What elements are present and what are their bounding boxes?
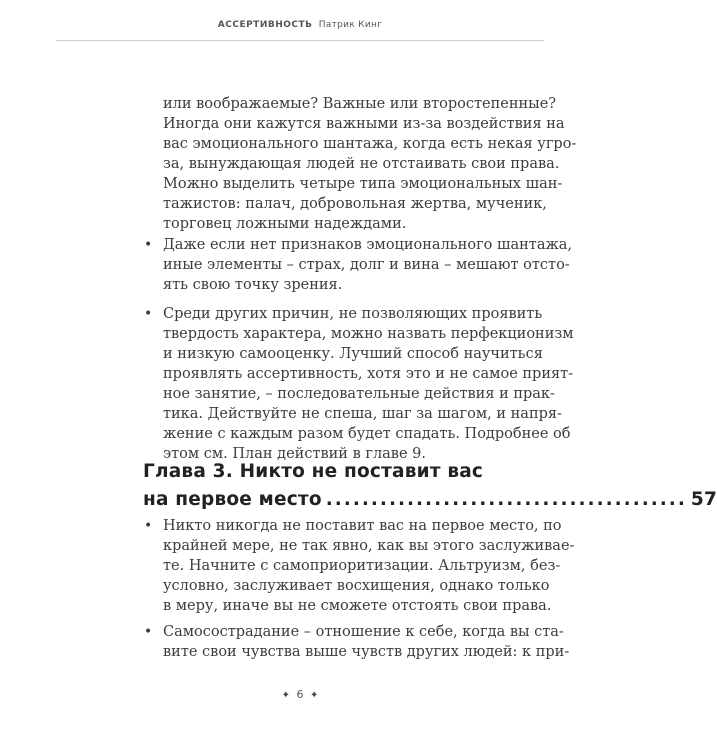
- text-line: за, вынуждающая людей не отстаивать свои права.: [163, 156, 560, 172]
- ornament-right-icon: ✦: [310, 690, 319, 701]
- chapter-title-line-2: [143, 486, 717, 514]
- text-line: вите свои чувства выше чувств других людей: к при-: [163, 644, 570, 660]
- chapter-heading: [143, 458, 717, 514]
- text-line: крайней мере, не так явно, как вы этого заслуживае-: [163, 538, 575, 554]
- text-line: торговец ложными надеждами.: [163, 216, 407, 232]
- page-number: 6: [296, 688, 304, 701]
- text-line: Даже если нет признаков эмоционального шантажа,: [163, 237, 573, 253]
- text-line: жение с каждым разом будет спадать. Подробнее об: [163, 426, 571, 442]
- bullet-paragraph-self-compassion: [163, 622, 570, 662]
- text-line: ять свою точку зрения.: [163, 277, 343, 293]
- running-header: [0, 20, 600, 30]
- text-line: те. Начните с самоприоритизации. Альтруизм, без-: [163, 558, 561, 574]
- paragraph-continuation: [163, 94, 577, 234]
- text-line: Никто никогда не поставит вас на первое место, по: [163, 518, 562, 534]
- running-header-book-title: АССЕРТИВНОСТЬ: [217, 20, 313, 30]
- text-line: и низкую самооценку. Лучший способ научиться: [163, 346, 543, 362]
- bullet-marker: •: [144, 237, 153, 253]
- running-header-author: Патрик Кинг: [318, 20, 383, 30]
- text-line: Среди других причин, не позволяющих проявить: [163, 306, 543, 322]
- text-line: в меру, иначе вы не сможете отстоять свои права.: [163, 598, 552, 614]
- text-line: иные элементы – страх, долг и вина – мешают отсто-: [163, 257, 570, 273]
- text-line: тажистов: палач, добровольная жертва, мученик,: [163, 196, 547, 212]
- text-line: твердость характера, можно назвать перфекционизм: [163, 326, 574, 342]
- dot-leader: ........................................: [325, 489, 687, 510]
- bullet-paragraph-emotional-blackmail: [163, 235, 573, 295]
- text-line: тика. Действуйте не спеша, шаг за шагом, и напря-: [163, 406, 562, 422]
- text-line: ное занятие, – последовательные действия и прак-: [163, 386, 555, 402]
- text-line: Можно выделить четыре типа эмоциональных шан-: [163, 176, 563, 192]
- page-folio: [0, 688, 600, 701]
- chapter-title-line-1: Глава 3. Никто не поставит вас: [143, 461, 484, 482]
- chapter-page-number: 57: [690, 489, 717, 510]
- bullet-paragraph-first-place: [163, 516, 575, 616]
- text-line: или воображаемые? Важные или второстепенные?: [163, 96, 557, 112]
- text-line: проявлять ассертивность, хотя это и не самое прият-: [163, 366, 574, 382]
- bullet-marker: •: [144, 624, 153, 640]
- text-line: Самосострадание – отношение к себе, когда вы ста-: [163, 624, 564, 640]
- text-line: Иногда они кажутся важными из-за воздействия на: [163, 116, 565, 132]
- ornament-left-icon: ✦: [281, 690, 290, 701]
- chapter-title-text: на первое место: [143, 489, 322, 510]
- text-line: этом см. План действий в главе 9.: [163, 446, 426, 462]
- text-line: вас эмоционального шантажа, когда есть некая угро-: [163, 136, 577, 152]
- bullet-paragraph-perfectionism: [163, 304, 574, 464]
- bullet-marker: •: [144, 518, 153, 534]
- text-line: условно, заслуживает восхищения, однако только: [163, 578, 550, 594]
- bullet-marker: •: [144, 306, 153, 322]
- header-rule: [56, 40, 544, 41]
